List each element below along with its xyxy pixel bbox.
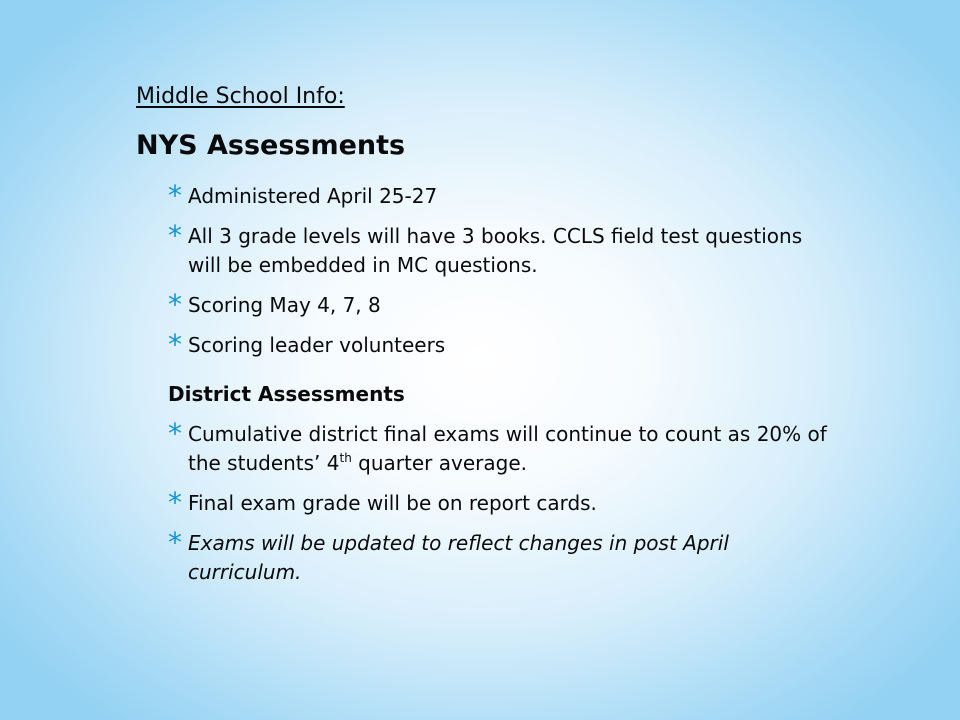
list-item	[168, 219, 828, 280]
list-item	[168, 417, 828, 478]
bullet-star-icon: *	[168, 219, 182, 252]
bullet-star-icon: *	[168, 486, 182, 519]
list-item-text: All 3 grade levels will have 3 books. CCLS field test questions will be embedded in MC questions.	[188, 224, 803, 277]
list-item	[168, 526, 828, 587]
list-item-text: Administered April 25-27	[188, 184, 438, 208]
slide-subtitle: Middle School Info:	[136, 84, 345, 109]
district-assessments-list	[168, 417, 828, 598]
cumulative-text-end: quarter average.	[351, 451, 527, 475]
district-assessments-heading: District Assessments	[168, 382, 405, 406]
list-item-text: Scoring May 4, 7, 8	[188, 293, 381, 317]
list-item	[168, 328, 828, 361]
list-item-text: Scoring leader volunteers	[188, 333, 446, 357]
bullet-star-icon: *	[168, 179, 182, 212]
list-item-text: Final exam grade will be on report cards.	[188, 491, 597, 515]
nys-assessments-list	[168, 179, 828, 371]
list-item-text: Exams will be updated to reflect changes in post April curriculum.	[188, 531, 729, 584]
ordinal-superscript: th	[339, 451, 352, 465]
bullet-star-icon: *	[168, 526, 182, 559]
bullet-star-icon: *	[168, 288, 182, 321]
cumulative-text: Cumulative district final exams will continue to count as 20% of the students’ 4	[188, 422, 827, 475]
bullet-star-icon: *	[168, 417, 182, 450]
bullet-star-icon: *	[168, 328, 182, 361]
list-item	[168, 179, 828, 212]
slide-title: NYS Assessments	[136, 130, 406, 161]
list-item-text	[188, 422, 827, 475]
list-item	[168, 288, 828, 321]
list-item	[168, 486, 828, 519]
